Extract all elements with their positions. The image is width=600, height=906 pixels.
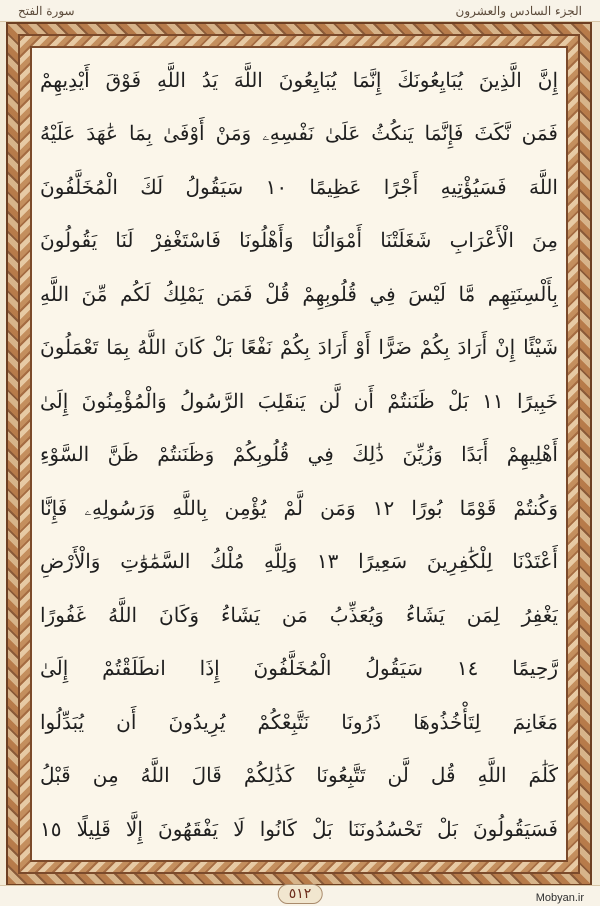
- text-line: إِنَّ الَّذِينَ يُبَايِعُونَكَ إِنَّمَا يُبَايِعُونَ اللَّهَ يَدُ اللَّهِ فَوْقَ أَيْدِيهِمْ: [40, 67, 558, 92]
- credit-text: Mobyan.ir: [535, 892, 584, 904]
- page-number: ٥١٢: [278, 884, 323, 904]
- juz-label: الجزء السادس والعشرون: [455, 3, 582, 18]
- text-line: أَهْلِيهِمْ أَبَدًا وَزُيِّنَ ذَٰلِكَ فِي قُلُوبِكُمْ وَظَنَنتُمْ ظَنَّ السَّوْءِ: [40, 442, 558, 466]
- quran-text-block: [40, 56, 558, 852]
- text-line: بِأَلْسِنَتِهِم مَّا لَيْسَ فِي قُلُوبِهِمْ قُلْ فَمَن يَمْلِكُ لَكُم مِّنَ اللَّهِ: [40, 281, 558, 306]
- text-line: فَسَيَقُولُونَ بَلْ تَحْسُدُونَنَا بَلْ كَانُوا لَا يَفْقَهُونَ إِلَّا قَلِيلًا ١٥: [40, 816, 558, 841]
- text-line: شَيْئًا إِنْ أَرَادَ بِكُمْ ضَرًّا أَوْ أَرَادَ بِكُمْ نَفْعًا بَلْ كَانَ اللَّهُ بِمَا تَعْمَلُونَ: [40, 335, 558, 359]
- text-line: رَّحِيمًا ١٤ سَيَقُولُ الْمُخَلَّفُونَ إِذَا انطَلَقْتُمْ إِلَىٰ: [40, 656, 558, 680]
- text-line: أَعْتَدْنَا لِلْكَٰفِرِينَ سَعِيرًا ١٣ وَلِلَّهِ مُلْكُ السَّمَٰوَٰتِ وَالْأَرْضِ: [40, 549, 558, 573]
- surah-name: سورة الفتح: [18, 3, 75, 18]
- text-line: خَبِيرًا ١١ بَلْ ظَنَنتُمْ أَن لَّن يَنقَلِبَ الرَّسُولُ وَالْمُؤْمِنُونَ إِلَىٰ: [40, 388, 558, 413]
- text-line: فَمَن نَّكَثَ فَإِنَّمَا يَنكُثُ عَلَىٰ نَفْسِهِۦ وَمَنْ أَوْفَىٰ بِمَا عَٰهَدَ عَلَيْهُ: [40, 121, 558, 145]
- text-line: اللَّهَ فَسَيُؤْتِيهِ أَجْرًا عَظِيمًا ١٠ سَيَقُولُ لَكَ الْمُخَلَّفُونَ: [40, 174, 558, 199]
- text-line: يَغْفِرُ لِمَن يَشَاءُ وَيُعَذِّبُ مَن يَشَاءُ وَكَانَ اللَّهُ غَفُورًا: [40, 602, 558, 627]
- page-footer: [0, 885, 600, 906]
- page-header: [0, 0, 600, 22]
- text-line: وَكُنتُمْ قَوْمًا بُورًا ١٢ وَمَن لَّمْ يُؤْمِن بِاللَّهِ وَرَسُولِهِۦ فَإِنَّا: [40, 495, 558, 520]
- text-line: كَلَٰمَ اللَّهِ قُل لَّن تَتَّبِعُونَا كَذَٰلِكُمْ قَالَ اللَّهُ مِن قَبْلُ: [40, 763, 558, 787]
- text-line: مَغَانِمَ لِتَأْخُذُوهَا ذَرُونَا نَتَّبِعْكُمْ يُرِيدُونَ أَن يُبَدِّلُوا: [40, 709, 558, 734]
- text-line: مِنَ الْأَعْرَابِ شَغَلَتْنَا أَمْوَالُنَا وَأَهْلُونَا فَاسْتَغْفِرْ لَنَا يَقُولُونَ: [40, 228, 558, 252]
